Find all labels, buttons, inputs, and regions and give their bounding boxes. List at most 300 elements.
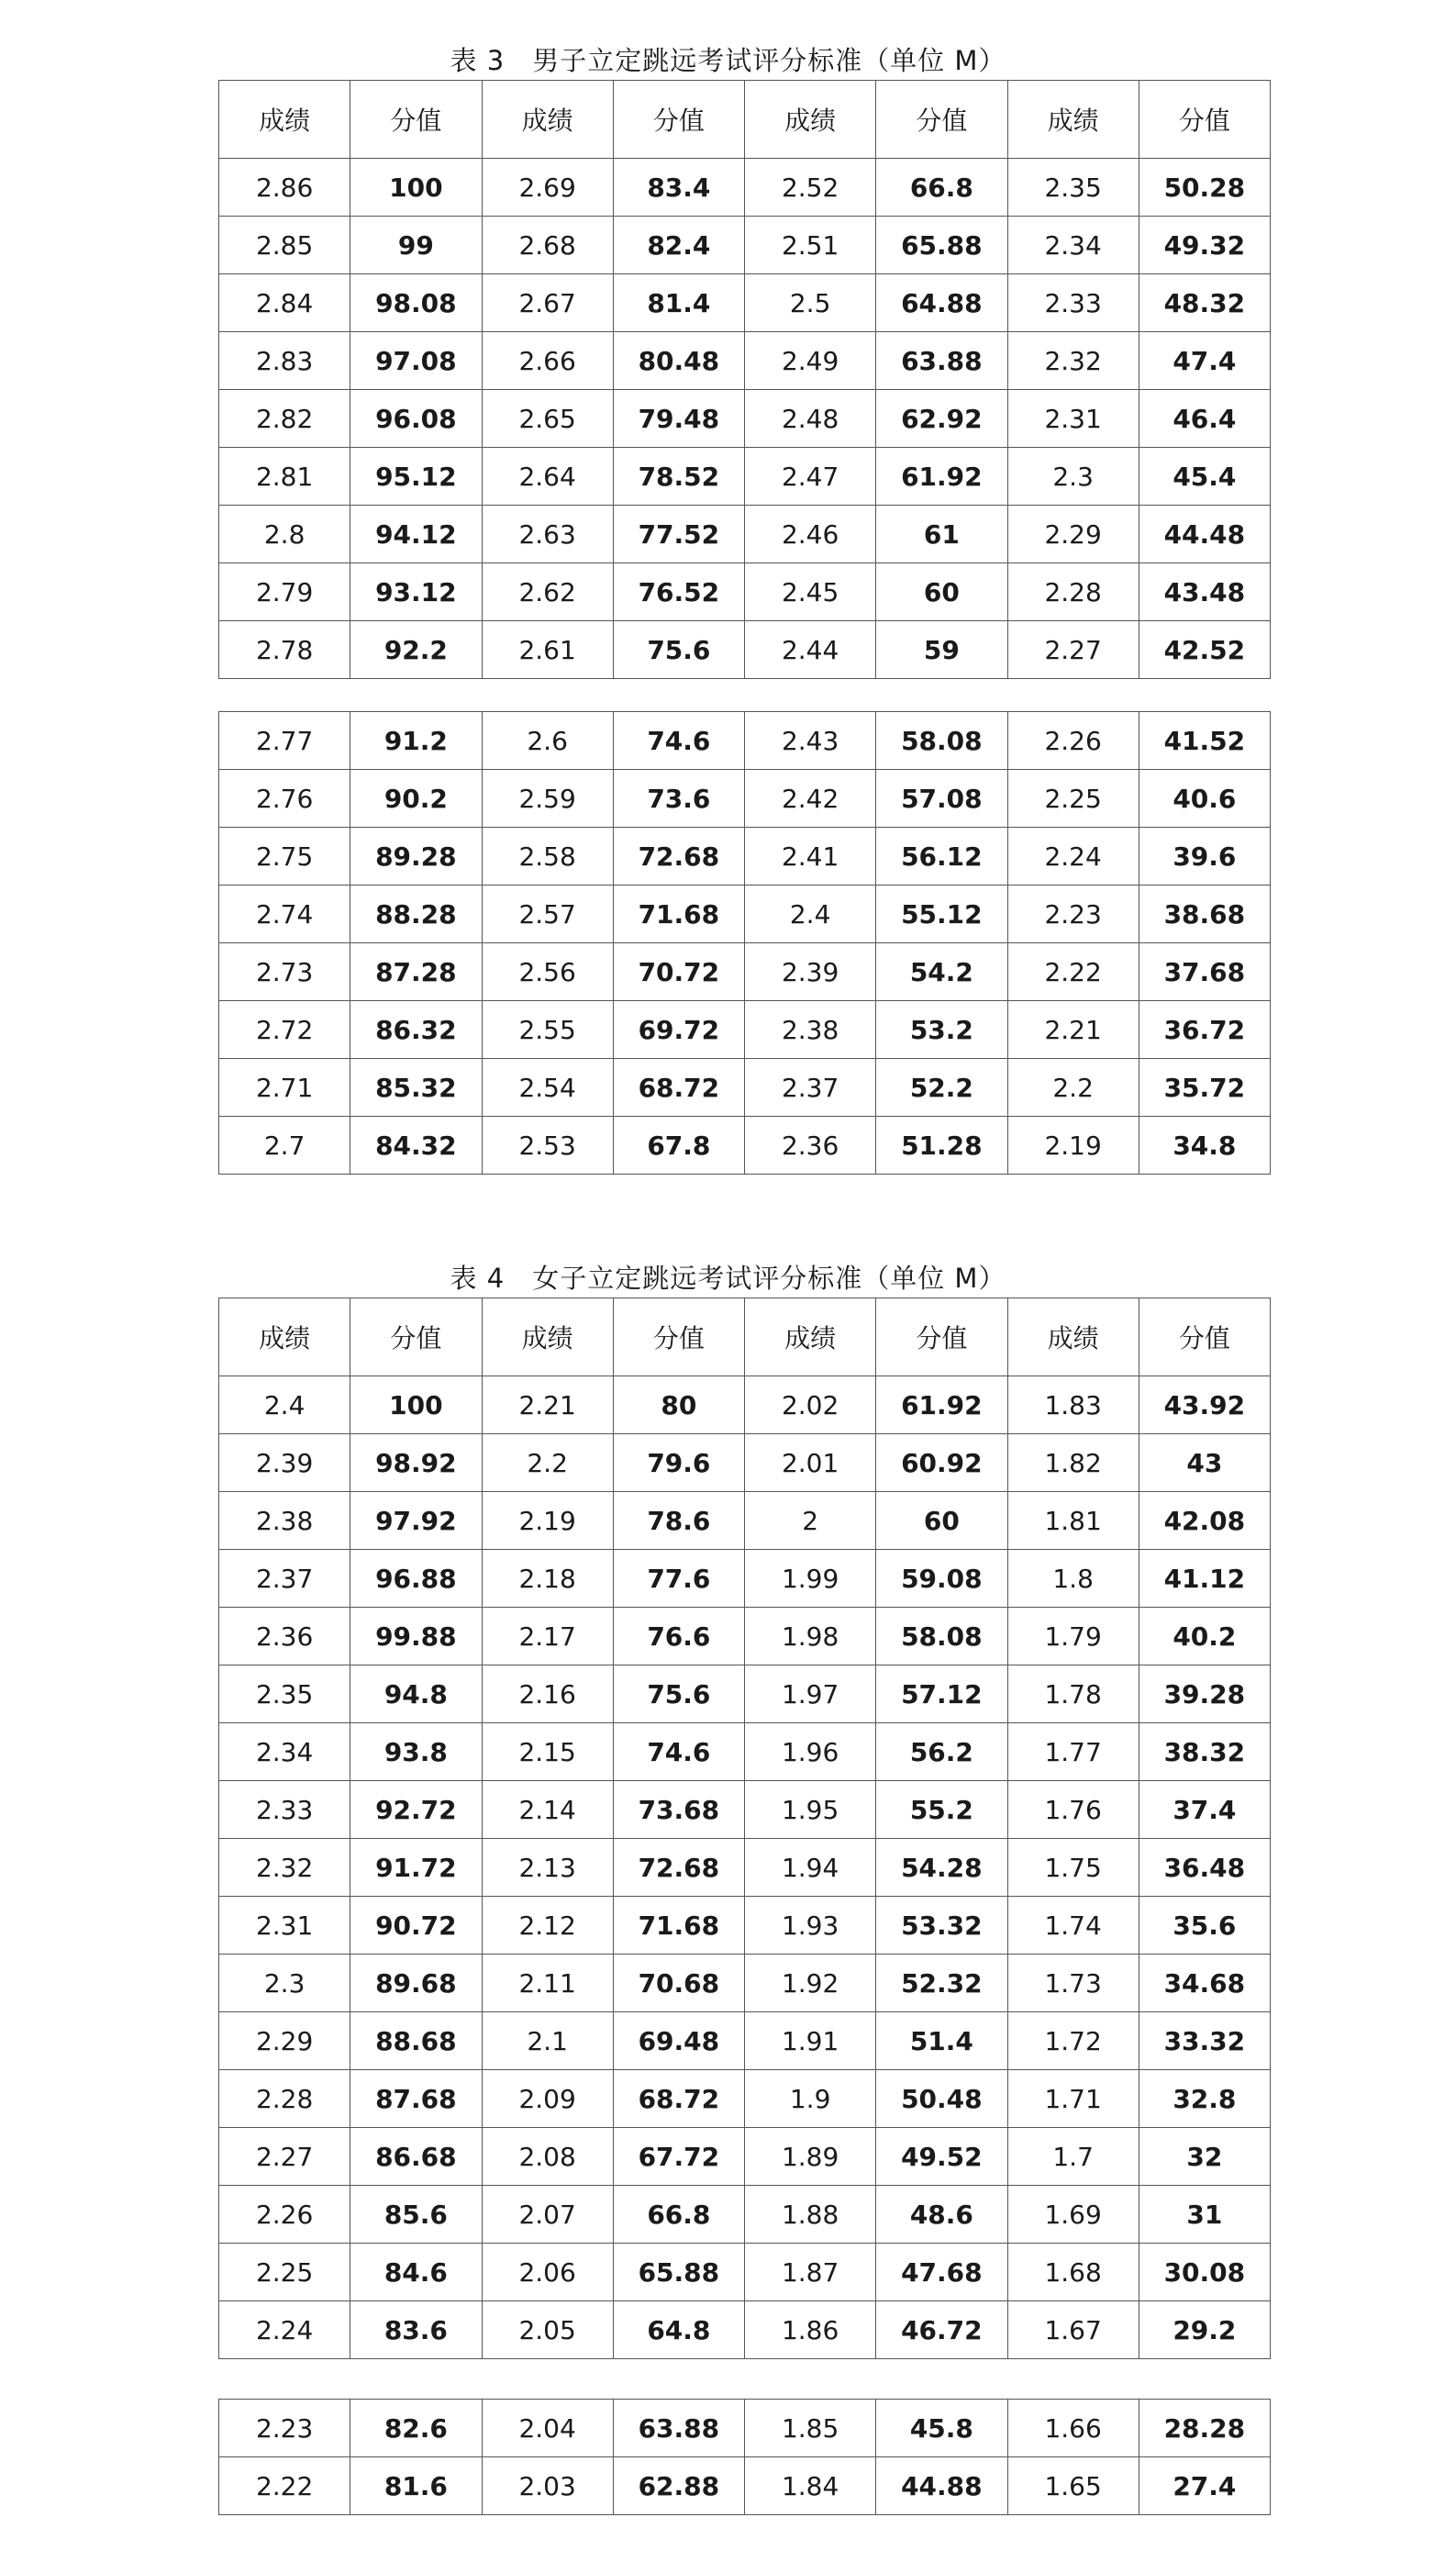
result-cell: 2.53 [482,1117,613,1175]
result-cell: 2.25 [219,2244,350,2301]
table-row [219,1955,1271,2012]
score-cell: 32.8 [1139,2070,1270,2128]
score-cell: 96.88 [350,1550,482,1608]
score-cell: 73.68 [613,1781,744,1839]
score-cell: 78.6 [613,1492,744,1550]
score-cell: 41.52 [1139,712,1270,770]
score-cell: 65.88 [613,2244,744,2301]
result-cell: 2.23 [219,2400,350,2457]
score-cell: 39.28 [1139,1665,1270,1723]
result-cell: 2.43 [745,712,876,770]
score-cell: 65.88 [876,217,1007,274]
result-cell: 2.72 [219,1001,350,1059]
score-cell: 48.6 [876,2186,1007,2244]
score-cell: 35.6 [1139,1897,1270,1955]
result-cell: 2.71 [219,1059,350,1117]
header-cell: 分值 [350,1298,482,1376]
result-cell: 2.57 [482,886,613,943]
table-row [219,1897,1271,1955]
score-cell: 71.68 [613,1897,744,1955]
table-row [219,1434,1271,1492]
score-cell: 43.92 [1139,1376,1270,1434]
result-cell: 1.7 [1007,2128,1139,2186]
score-cell: 64.8 [613,2301,744,2359]
table-row [219,1059,1271,1117]
score-cell: 38.32 [1139,1723,1270,1781]
result-cell: 2.19 [1007,1117,1139,1175]
score-cell: 29.2 [1139,2301,1270,2359]
table-row [219,2301,1271,2359]
score-cell: 64.88 [876,274,1007,332]
result-cell: 1.88 [745,2186,876,2244]
table-row [219,1608,1271,1665]
score-cell: 93.8 [350,1723,482,1781]
result-cell: 2.61 [482,621,613,679]
result-cell: 1.75 [1007,1839,1139,1897]
result-cell: 1.79 [1007,1608,1139,1665]
result-cell: 2.6 [482,712,613,770]
score-cell: 99 [350,217,482,274]
header-cell: 成绩 [219,1298,350,1376]
score-cell: 88.68 [350,2012,482,2070]
score-cell: 69.48 [613,2012,744,2070]
header-cell: 成绩 [745,81,876,159]
score-cell: 76.52 [613,563,744,621]
result-cell: 2.2 [482,1434,613,1492]
result-cell: 2.24 [1007,828,1139,886]
result-cell: 2.45 [745,563,876,621]
score-cell: 100 [350,159,482,217]
table-row [219,1781,1271,1839]
score-cell: 48.32 [1139,274,1270,332]
result-cell: 1.68 [1007,2244,1139,2301]
result-cell: 2.44 [745,621,876,679]
score-cell: 94.8 [350,1665,482,1723]
result-cell: 2.24 [219,2301,350,2359]
score-cell: 86.32 [350,1001,482,1059]
result-cell: 1.9 [745,2070,876,2128]
result-cell: 2.37 [745,1059,876,1117]
score-cell: 97.08 [350,332,482,390]
score-cell: 68.72 [613,2070,744,2128]
table-row [219,712,1271,770]
result-cell: 2.22 [219,2457,350,2515]
result-cell: 1.71 [1007,2070,1139,2128]
result-cell: 1.96 [745,1723,876,1781]
result-cell: 2 [745,1492,876,1550]
score-cell: 67.8 [613,1117,744,1175]
table3-caption: 表 3 男子立定跳远考试评分标准（单位 M） [450,45,1006,76]
result-cell: 2.38 [219,1492,350,1550]
score-cell: 99.88 [350,1608,482,1665]
result-cell: 2.54 [482,1059,613,1117]
result-cell: 1.91 [745,2012,876,2070]
header-cell: 分值 [876,1298,1007,1376]
result-cell: 2.03 [482,2457,613,2515]
result-cell: 2.34 [1007,217,1139,274]
result-cell: 1.66 [1007,2400,1139,2457]
result-cell: 2.3 [1007,448,1139,506]
score-cell: 47.68 [876,2244,1007,2301]
result-cell: 1.83 [1007,1376,1139,1434]
score-cell: 81.6 [350,2457,482,2515]
score-cell: 50.28 [1139,159,1270,217]
score-cell: 42.52 [1139,621,1270,679]
result-cell: 1.94 [745,1839,876,1897]
score-cell: 59.08 [876,1550,1007,1608]
score-cell: 57.08 [876,770,1007,828]
score-cell: 74.6 [613,1723,744,1781]
score-cell: 98.92 [350,1434,482,1492]
table-row [219,2070,1271,2128]
result-cell: 1.81 [1007,1492,1139,1550]
score-cell: 59 [876,621,1007,679]
score-cell: 73.6 [613,770,744,828]
table-row [219,1550,1271,1608]
header-cell: 成绩 [219,81,350,159]
table-row [219,2012,1271,2070]
score-cell: 58.08 [876,1608,1007,1665]
result-cell: 2.74 [219,886,350,943]
result-cell: 2.51 [745,217,876,274]
score-cell: 50.48 [876,2070,1007,2128]
table-row [219,2186,1271,2244]
score-cell: 93.12 [350,563,482,621]
result-cell: 2.7 [219,1117,350,1175]
result-cell: 2.83 [219,332,350,390]
table-row [219,1839,1271,1897]
score-cell: 72.68 [613,1839,744,1897]
result-cell: 2.52 [745,159,876,217]
score-cell: 96.08 [350,390,482,448]
table-row [219,1723,1271,1781]
result-cell: 2.31 [1007,390,1139,448]
result-cell: 2.84 [219,274,350,332]
result-cell: 2.33 [1007,274,1139,332]
result-cell: 1.65 [1007,2457,1139,2515]
score-cell: 47.4 [1139,332,1270,390]
score-cell: 60 [876,1492,1007,1550]
score-cell: 46.4 [1139,390,1270,448]
result-cell: 2.75 [219,828,350,886]
score-cell: 100 [350,1376,482,1434]
result-cell: 2.59 [482,770,613,828]
score-cell: 33.32 [1139,2012,1270,2070]
result-cell: 2.06 [482,2244,613,2301]
result-cell: 1.74 [1007,1897,1139,1955]
table3-part1 [218,80,1271,679]
score-cell: 55.12 [876,886,1007,943]
score-cell: 87.68 [350,2070,482,2128]
score-cell: 62.88 [613,2457,744,2515]
score-cell: 79.6 [613,1434,744,1492]
result-cell: 2.27 [1007,621,1139,679]
score-cell: 89.28 [350,828,482,886]
table3-part2 [218,711,1271,1175]
result-cell: 2.26 [219,2186,350,2244]
score-cell: 31 [1139,2186,1270,2244]
result-cell: 2.25 [1007,770,1139,828]
header-cell: 分值 [1139,81,1270,159]
score-cell: 27.4 [1139,2457,1270,2515]
result-cell: 2.38 [745,1001,876,1059]
result-cell: 2.28 [219,2070,350,2128]
header-cell: 分值 [613,1298,744,1376]
header-cell: 分值 [1139,1298,1270,1376]
result-cell: 2.47 [745,448,876,506]
score-cell: 92.72 [350,1781,482,1839]
score-cell: 83.4 [613,159,744,217]
result-cell: 1.8 [1007,1550,1139,1608]
score-cell: 69.72 [613,1001,744,1059]
score-cell: 53.32 [876,1897,1007,1955]
score-cell: 56.2 [876,1723,1007,1781]
score-cell: 40.2 [1139,1608,1270,1665]
table-row [219,943,1271,1001]
table-row [219,1001,1271,1059]
result-cell: 2.07 [482,2186,613,2244]
result-cell: 1.87 [745,2244,876,2301]
score-cell: 63.88 [613,2400,744,2457]
result-cell: 2.16 [482,1665,613,1723]
result-cell: 2.26 [1007,712,1139,770]
score-cell: 66.8 [876,159,1007,217]
result-cell: 2.31 [219,1897,350,1955]
score-cell: 72.68 [613,828,744,886]
score-cell: 55.2 [876,1781,1007,1839]
score-cell: 54.2 [876,943,1007,1001]
score-cell: 51.28 [876,1117,1007,1175]
table-row [219,506,1271,563]
score-cell: 91.2 [350,712,482,770]
score-cell: 36.72 [1139,1001,1270,1059]
result-cell: 1.86 [745,2301,876,2359]
score-cell: 75.6 [613,621,744,679]
score-cell: 52.2 [876,1059,1007,1117]
result-cell: 2.32 [219,1839,350,1897]
result-cell: 2.66 [482,332,613,390]
score-cell: 85.6 [350,2186,482,2244]
score-cell: 54.28 [876,1839,1007,1897]
result-cell: 2.15 [482,1723,613,1781]
header-cell: 成绩 [482,1298,613,1376]
score-cell: 77.6 [613,1550,744,1608]
score-cell: 91.72 [350,1839,482,1897]
score-cell: 66.8 [613,2186,744,2244]
result-cell: 1.78 [1007,1665,1139,1723]
score-cell: 98.08 [350,274,482,332]
score-cell: 81.4 [613,274,744,332]
result-cell: 2.27 [219,2128,350,2186]
score-cell: 74.6 [613,712,744,770]
result-cell: 2.2 [1007,1059,1139,1117]
result-cell: 2.58 [482,828,613,886]
result-cell: 2.35 [219,1665,350,1723]
score-cell: 37.68 [1139,943,1270,1001]
result-cell: 1.98 [745,1608,876,1665]
table-row [219,828,1271,886]
table-row [219,563,1271,621]
result-cell: 2.35 [1007,159,1139,217]
table-row [219,448,1271,506]
table4-part2 [218,2399,1271,2515]
result-cell: 2.33 [219,1781,350,1839]
score-cell: 94.12 [350,506,482,563]
result-cell: 2.28 [1007,563,1139,621]
result-cell: 2.76 [219,770,350,828]
table-row [219,217,1271,274]
table-row [219,770,1271,828]
score-cell: 84.6 [350,2244,482,2301]
result-cell: 2.12 [482,1897,613,1955]
score-cell: 49.32 [1139,217,1270,274]
table-row [219,2457,1271,2515]
result-cell: 1.95 [745,1781,876,1839]
result-cell: 2.32 [1007,332,1139,390]
score-cell: 39.6 [1139,828,1270,886]
result-cell: 2.13 [482,1839,613,1897]
result-cell: 2.3 [219,1955,350,2012]
result-cell: 2.18 [482,1550,613,1608]
table4-caption: 表 4 女子立定跳远考试评分标准（单位 M） [450,1263,1006,1294]
result-cell: 1.89 [745,2128,876,2186]
result-cell: 2.04 [482,2400,613,2457]
score-cell: 49.52 [876,2128,1007,2186]
score-cell: 38.68 [1139,886,1270,943]
result-cell: 1.85 [745,2400,876,2457]
table-row [219,1117,1271,1175]
result-cell: 2.69 [482,159,613,217]
result-cell: 2.85 [219,217,350,274]
result-cell: 2.21 [1007,1001,1139,1059]
result-cell: 2.39 [745,943,876,1001]
score-cell: 35.72 [1139,1059,1270,1117]
header-cell: 成绩 [1007,81,1139,159]
score-cell: 57.12 [876,1665,1007,1723]
score-cell: 84.32 [350,1117,482,1175]
header-cell: 分值 [876,81,1007,159]
score-cell: 82.6 [350,2400,482,2457]
score-cell: 58.08 [876,712,1007,770]
result-cell: 2.63 [482,506,613,563]
score-cell: 76.6 [613,1608,744,1665]
header-cell: 成绩 [1007,1298,1139,1376]
result-cell: 2.64 [482,448,613,506]
score-cell: 56.12 [876,828,1007,886]
header-row [219,81,1271,159]
score-cell: 70.72 [613,943,744,1001]
result-cell: 2.29 [1007,506,1139,563]
result-cell: 2.01 [745,1434,876,1492]
result-cell: 2.22 [1007,943,1139,1001]
result-cell: 1.77 [1007,1723,1139,1781]
result-cell: 1.82 [1007,1434,1139,1492]
score-cell: 87.28 [350,943,482,1001]
result-cell: 2.82 [219,390,350,448]
score-cell: 40.6 [1139,770,1270,828]
result-cell: 2.79 [219,563,350,621]
result-cell: 2.42 [745,770,876,828]
result-cell: 2.11 [482,1955,613,2012]
score-cell: 67.72 [613,2128,744,2186]
result-cell: 2.21 [482,1376,613,1434]
result-cell: 1.76 [1007,1781,1139,1839]
result-cell: 2.41 [745,828,876,886]
result-cell: 2.8 [219,506,350,563]
table-row [219,332,1271,390]
score-cell: 61.92 [876,448,1007,506]
score-cell: 34.68 [1139,1955,1270,2012]
result-cell: 2.37 [219,1550,350,1608]
header-cell: 分值 [350,81,482,159]
result-cell: 1.97 [745,1665,876,1723]
score-cell: 51.4 [876,2012,1007,2070]
result-cell: 1.93 [745,1897,876,1955]
result-cell: 1.92 [745,1955,876,2012]
header-cell: 成绩 [745,1298,876,1376]
result-cell: 2.73 [219,943,350,1001]
table-row [219,1492,1271,1550]
table4-part1 [218,1298,1271,2359]
result-cell: 2.78 [219,621,350,679]
score-cell: 80 [613,1376,744,1434]
header-cell: 分值 [613,81,744,159]
table-row [219,2400,1271,2457]
score-cell: 45.4 [1139,448,1270,506]
score-cell: 43 [1139,1434,1270,1492]
score-cell: 80.48 [613,332,744,390]
score-cell: 68.72 [613,1059,744,1117]
result-cell: 2.19 [482,1492,613,1550]
score-cell: 90.2 [350,770,482,828]
score-cell: 82.4 [613,217,744,274]
score-cell: 70.68 [613,1955,744,2012]
score-cell: 75.6 [613,1665,744,1723]
score-cell: 61 [876,506,1007,563]
result-cell: 2.4 [745,886,876,943]
score-cell: 86.68 [350,2128,482,2186]
result-cell: 2.77 [219,712,350,770]
score-cell: 61.92 [876,1376,1007,1434]
score-cell: 34.8 [1139,1117,1270,1175]
score-cell: 77.52 [613,506,744,563]
table-row [219,390,1271,448]
result-cell: 2.55 [482,1001,613,1059]
score-cell: 60 [876,563,1007,621]
score-cell: 95.12 [350,448,482,506]
score-cell: 44.88 [876,2457,1007,2515]
result-cell: 2.46 [745,506,876,563]
result-cell: 1.72 [1007,2012,1139,2070]
table-row [219,2244,1271,2301]
score-cell: 45.8 [876,2400,1007,2457]
score-cell: 63.88 [876,332,1007,390]
table-row [219,1665,1271,1723]
score-cell: 83.6 [350,2301,482,2359]
result-cell: 2.67 [482,274,613,332]
result-cell: 2.29 [219,2012,350,2070]
score-cell: 89.68 [350,1955,482,2012]
score-cell: 46.72 [876,2301,1007,2359]
header-row [219,1298,1271,1376]
result-cell: 2.68 [482,217,613,274]
result-cell: 2.36 [745,1117,876,1175]
result-cell: 2.81 [219,448,350,506]
score-cell: 36.48 [1139,1839,1270,1897]
score-cell: 53.2 [876,1001,1007,1059]
score-cell: 60.92 [876,1434,1007,1492]
result-cell: 2.17 [482,1608,613,1665]
